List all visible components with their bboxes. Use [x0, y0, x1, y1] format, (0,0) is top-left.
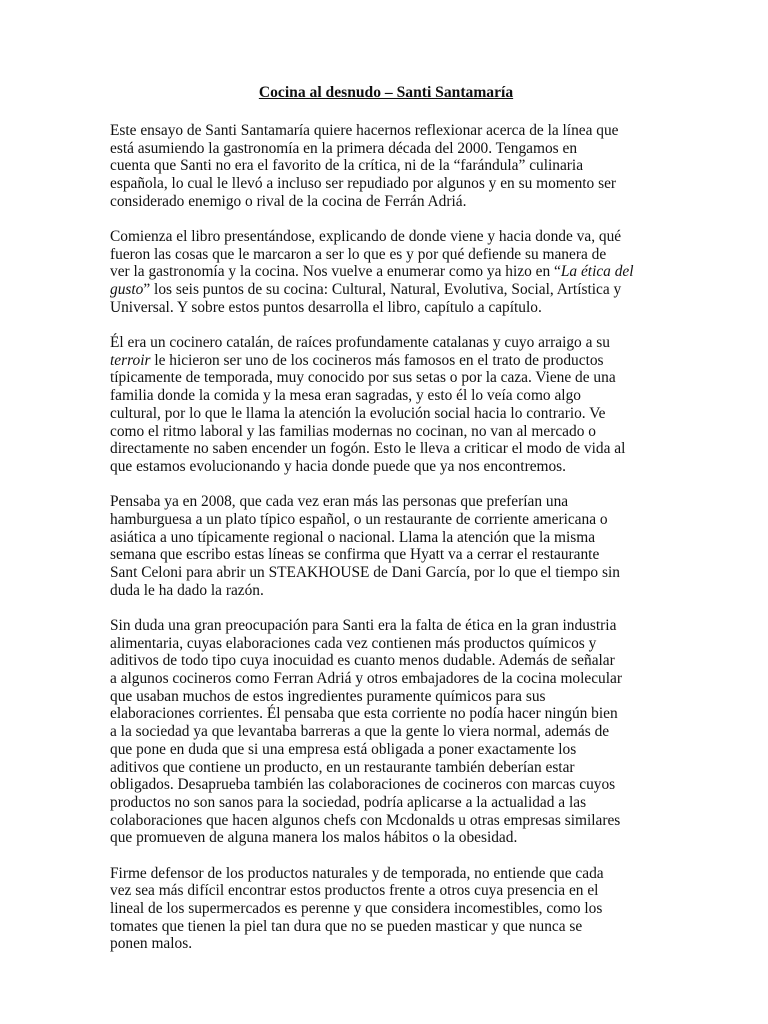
paragraph-line: aditivos de todo tipo cuya inocuidad es cuanto menos dudable. Además de señalar — [110, 652, 615, 670]
paragraph-line: Él era un cocinero catalán, de raíces profundamente catalanas y cuyo arraigo a su — [110, 334, 610, 352]
paragraph-line: está asumiendo la gastronomía en la primera década del 2000. Tengamos en — [110, 139, 578, 157]
paragraph-line: semana que escribo estas líneas se confirma que Hyatt va a cerrar el restaurante — [110, 546, 600, 564]
paragraph-line: elaboraciones corrientes. Él pensaba que esta corriente no podía hacer ningún bien — [110, 705, 618, 723]
paragraph-line: Sant Celoni para abrir un STEAKHOUSE de Dani García, por lo que el tiempo sin — [110, 563, 620, 581]
paragraph-line: duda le ha dado la razón. — [110, 581, 264, 599]
paragraph-line: vez sea más difícil encontrar estos productos frente a otros cuya presencia en el — [110, 882, 599, 900]
italic-phrase: gusto — [110, 281, 144, 299]
paragraph-line: gusto” los seis puntos de su cocina: Cultural, Natural, Evolutiva, Social, Artística y — [110, 281, 622, 299]
paragraph-line: que usaban muchos de estos ingredientes puramente químicos para sus — [110, 687, 546, 705]
paragraph-line: que estamos evolucionando y hacia donde puede que ya nos encontremos. — [110, 457, 567, 475]
paragraph-line: obligados. Desaprueba también las colaboraciones de cocineros con marcas cuyos — [110, 776, 616, 794]
paragraph-line: Pensaba ya en 2008, que cada vez eran más las personas que preferían una — [110, 493, 569, 511]
paragraph-line: tomates que tienen la piel tan dura que no se pueden masticar y que nunca se — [110, 917, 583, 935]
paragraph-5 — [110, 617, 662, 847]
paragraph-line: ponen malos. — [110, 935, 193, 953]
paragraph-2 — [110, 228, 662, 317]
paragraph-line: aditivos que contiene un producto, en un restaurante también deberían estar — [110, 758, 575, 776]
paragraph-line: típicamente de temporada, muy conocido por sus setas o por la caza. Viene de una — [110, 369, 616, 387]
italic-phrase: La ética del — [560, 263, 634, 281]
paragraph-line: cuenta que Santi no era el favorito de la crítica, ni de la “farándula” culinaria — [110, 157, 584, 175]
paragraph-line: directamente no saben encender un fogón. Esto le lleva a criticar el modo de vida al — [110, 440, 626, 458]
paragraph-line: Este ensayo de Santi Santamaría quiere hacernos reflexionar acerca de la línea que — [110, 122, 619, 139]
paragraph-line: hamburguesa a un plato típico español, o un restaurante de corriente americana o — [110, 510, 608, 528]
paragraph-line: fueron las cosas que le marcaron a ser lo que es y por qué defiende su manera de — [110, 245, 607, 263]
paragraph-line: colaboraciones que hacen algunos chefs con Mcdonalds u otras empresas similares — [110, 811, 621, 829]
paragraph-line: que pone en duda que si una empresa está obligada a poner exactamente los — [110, 740, 577, 758]
paragraph-line: a algunos cocineros como Ferran Adriá y otros embajadores de la cocina molecular — [110, 669, 622, 687]
paragraph-line: considerado enemigo o rival de la cocina de Ferrán Adriá. — [110, 192, 467, 210]
paragraph-line: española, lo cual le llevó a incluso ser repudiado por algunos y en su momento ser — [110, 175, 617, 193]
paragraph-line: Sin duda una gran preocupación para Santi era la falta de ética en la gran industria — [110, 616, 617, 634]
paragraph-line: Firme defensor de los productos naturales y de temporada, no entiende que cada — [110, 864, 604, 882]
paragraph-line: asiática a uno típicamente regional o nacional. Llama la atención que la misma — [110, 528, 596, 546]
paragraph-line: lineal de los supermercados es perenne y que considera incomestibles, como los — [110, 899, 603, 917]
paragraph-line: Comienza el libro presentándose, explicando de donde viene y hacia donde va, qué — [110, 228, 622, 246]
paragraph-line: terroir le hicieron ser uno de los cocineros más famosos en el trato de productos — [110, 351, 604, 369]
paragraph-line: como el ritmo laboral y las familias modernas no cocinan, no van al mercado o — [110, 422, 596, 440]
paragraph-line: productos no son sanos para la sociedad, podría aplicarse a la actualidad a las — [110, 793, 587, 811]
paragraph-line: cultural, por lo que le llama la atención la evolución social hacia lo contrario. Ve — [110, 404, 606, 422]
paragraph-line: que promueven de alguna manera los malos hábitos o la obesidad. — [110, 829, 518, 847]
paragraph-3 — [110, 334, 662, 476]
paragraph-line: ver la gastronomía y la cocina. Nos vuelve a enumerar como ya hizo en “La ética del — [110, 263, 634, 281]
document-title: Cocina al desnudo – Santi Santamaría — [258, 84, 514, 101]
paragraph-4 — [110, 493, 662, 599]
paragraph-line: a la sociedad ya que levantaba barreras a que la gente lo viera normal, además de — [110, 723, 610, 741]
paragraph-1 — [110, 122, 662, 211]
document-page — [110, 84, 662, 971]
paragraph-6 — [110, 865, 662, 954]
paragraph-line: Universal. Y sobre estos puntos desarrolla el libro, capítulo a capítulo. — [110, 298, 542, 316]
italic-phrase: terroir — [110, 351, 151, 369]
paragraph-line: alimentaria, cuyas elaboraciones cada vez contienen más productos químicos y — [110, 634, 597, 652]
paragraph-line: familia donde la comida y la mesa eran sagradas, y esto él lo veía como algo — [110, 387, 581, 405]
